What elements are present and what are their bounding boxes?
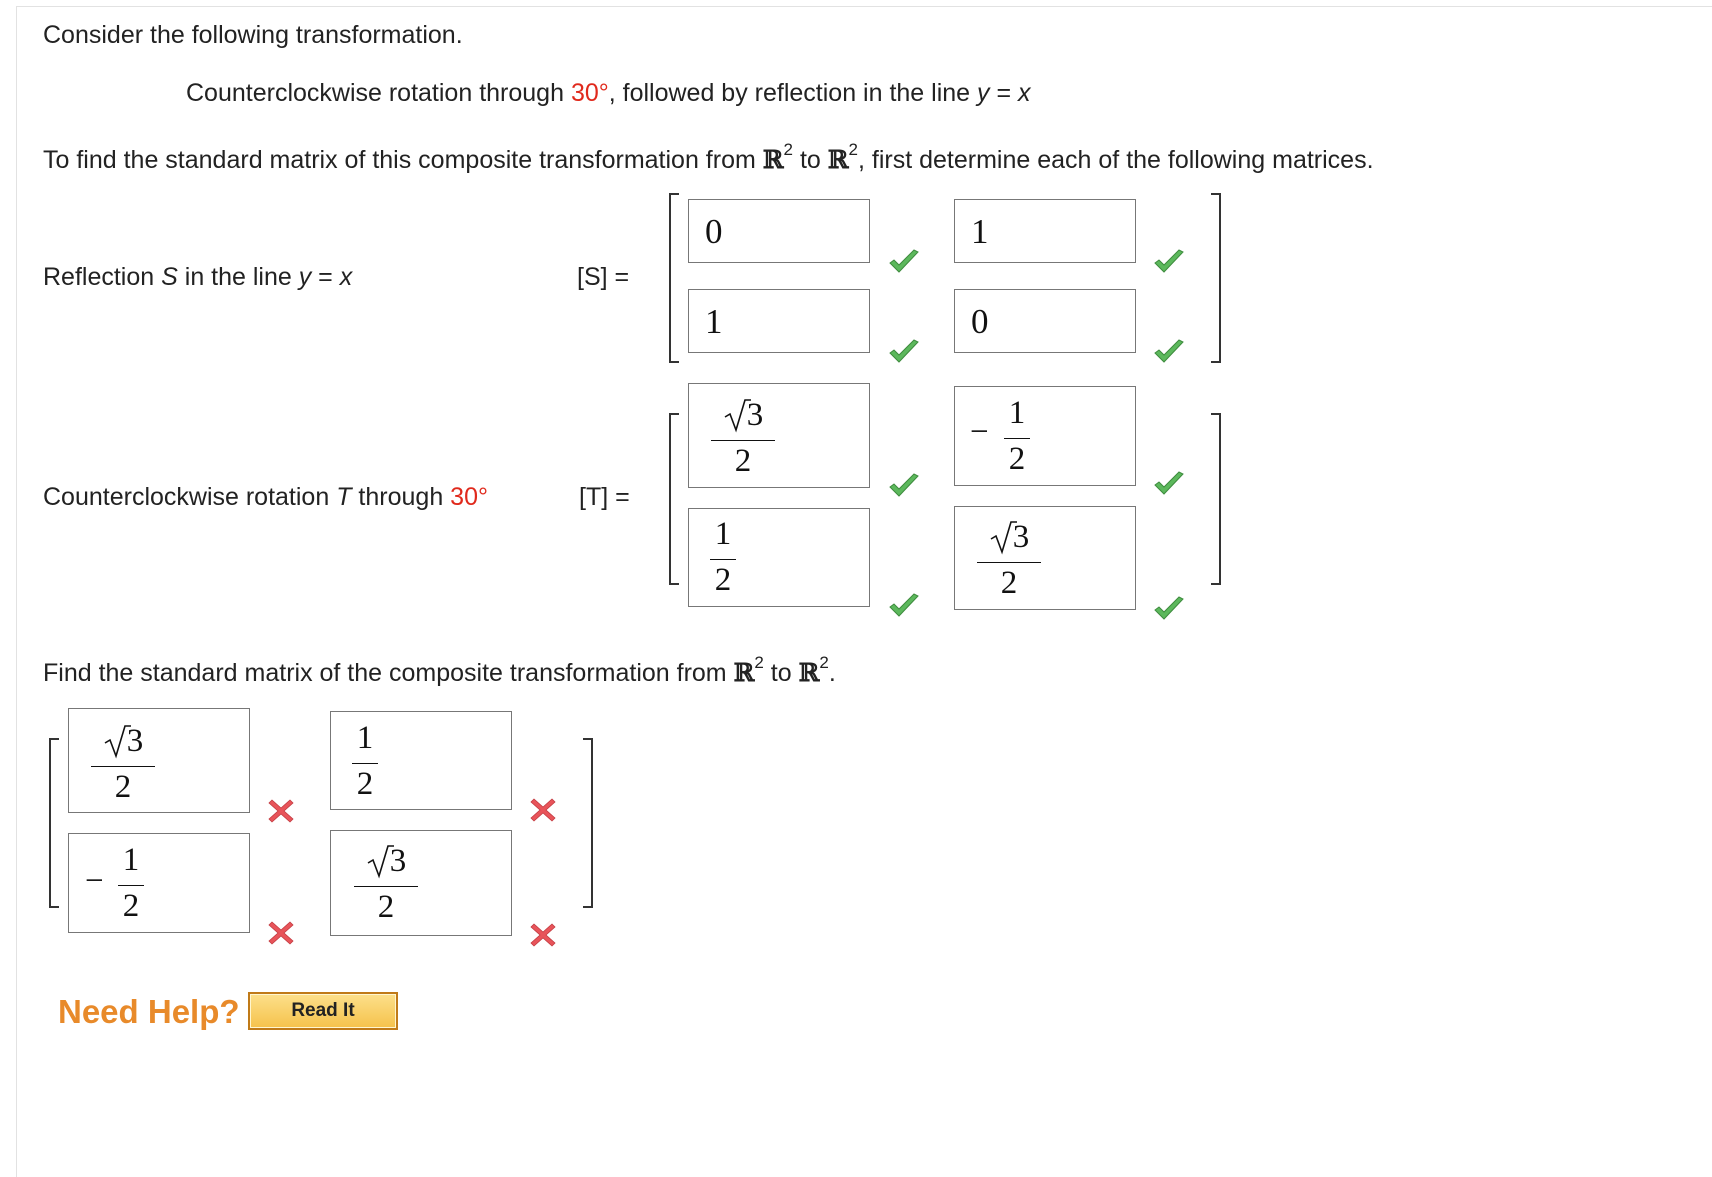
matrix-s-cell-22[interactable]: 0	[954, 289, 1136, 353]
check-icon	[888, 473, 920, 499]
transformation-description: Counterclockwise rotation through 30°, followed by reflection in the line y = x	[186, 79, 1031, 107]
need-help-label: Need Help?	[58, 993, 240, 1030]
check-icon	[888, 593, 920, 619]
composite-prompt: Find the standard matrix of the composite transformation from ℝ$^2$ to ℝ$^2$.	[43, 653, 836, 687]
matrix-t-sign-12: −	[970, 414, 989, 450]
check-icon	[1153, 471, 1185, 497]
angle-value: 30°	[570, 79, 609, 107]
matrix-composite-value-11: 3 2	[91, 723, 155, 809]
matrix-t-value-12: 1 2	[1004, 395, 1030, 481]
check-icon	[1153, 596, 1185, 622]
matrix-t-label: [T] =	[579, 483, 630, 511]
cross-icon	[530, 797, 556, 823]
check-icon	[1153, 339, 1185, 365]
cross-icon	[268, 798, 294, 824]
matrix-composite-left-bracket	[49, 738, 59, 908]
matrix-composite-right-bracket	[583, 738, 593, 908]
matrix-t-value-22: 3 2	[977, 519, 1041, 605]
matrix-composite-value-12: 1 2	[352, 720, 378, 806]
matrix-s-cell-11[interactable]: 0	[688, 199, 870, 263]
check-icon	[888, 339, 920, 365]
matrix-t-left-bracket	[669, 413, 679, 585]
intro-text: Consider the following transformation.	[43, 21, 463, 49]
matrix-t-value-11: 3 2	[711, 397, 775, 483]
reflection-label: Reflection S in the line y = x	[43, 263, 353, 291]
read-it-button[interactable]: Read It	[248, 992, 398, 1030]
matrix-composite-value-22: 3 2	[354, 843, 418, 929]
check-icon	[1153, 249, 1185, 275]
matrix-t-value-21: 1 2	[710, 516, 736, 602]
matrix-t-right-bracket	[1211, 413, 1221, 585]
matrix-s-cell-21[interactable]: 1	[688, 289, 870, 353]
matrix-s-label: [S] =	[577, 263, 630, 291]
rotation-label: Counterclockwise rotation T through 30°	[43, 483, 488, 511]
matrix-s-cell-12[interactable]: 1	[954, 199, 1136, 263]
matrix-s-right-bracket	[1211, 193, 1221, 363]
matrix-composite-value-21: 1 2	[118, 842, 144, 928]
cross-icon	[530, 922, 556, 948]
cross-icon	[268, 920, 294, 946]
matrix-composite-sign-21: −	[85, 863, 104, 899]
matrix-s-left-bracket	[669, 193, 679, 363]
check-icon	[888, 249, 920, 275]
instruction-text: To find the standard matrix of this composite transformation from ℝ$^2$ to ℝ$^2$, first determine each of the following matrices.	[43, 140, 1374, 174]
